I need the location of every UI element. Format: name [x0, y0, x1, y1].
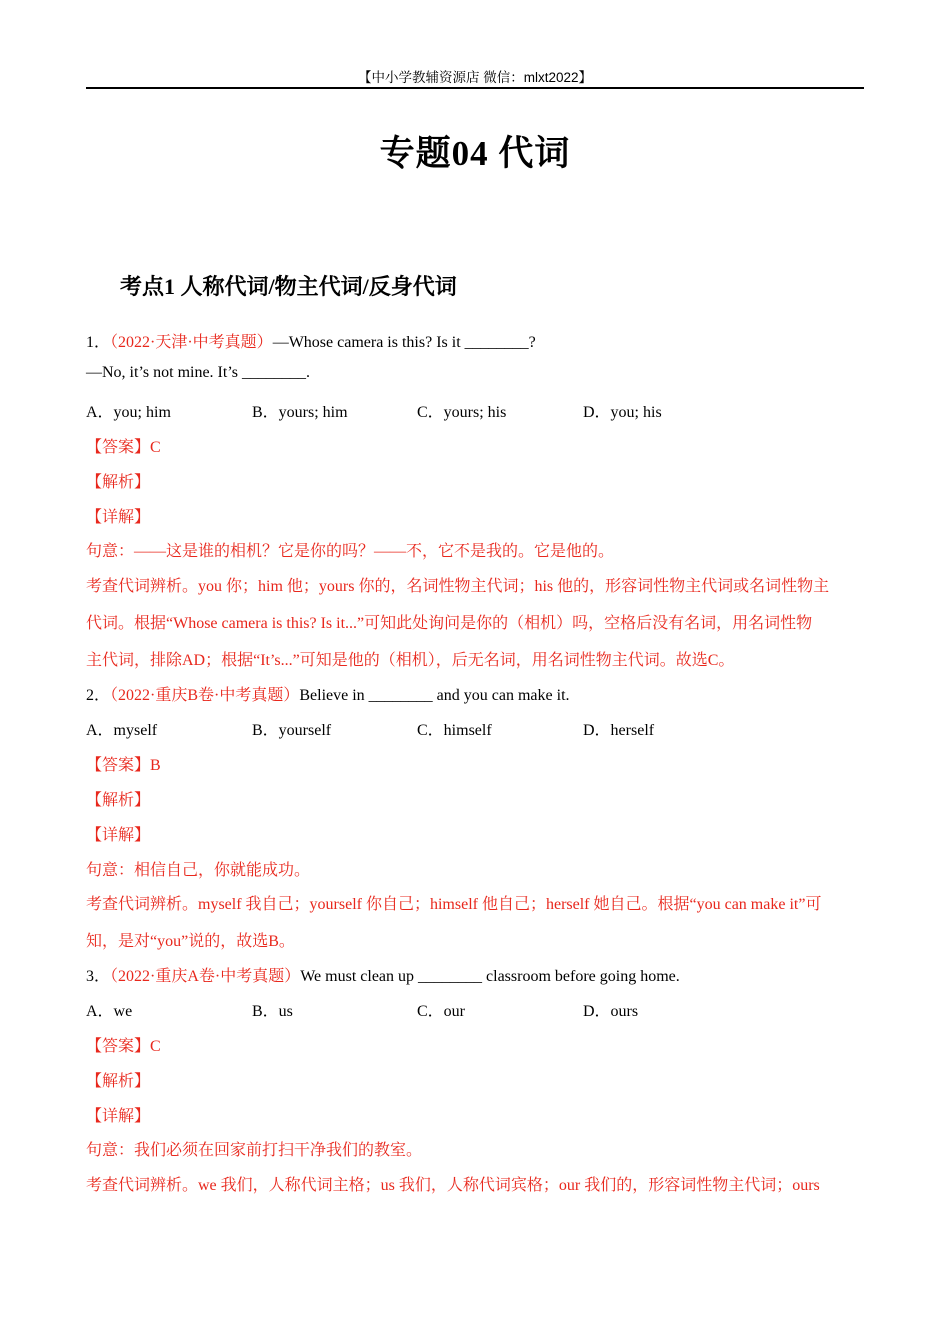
- question-number: 3．: [86, 968, 111, 985]
- question-1-answer: 【答案】C: [86, 439, 161, 456]
- question-2-option-c: C．himself: [417, 722, 492, 739]
- question-3-explain-line: 考查代词辨析。we 我们，人称代词主格；us 我们，人称代词宾格；our 我们的，形容词性物主代词；ours: [86, 1177, 820, 1194]
- section-heading: 考点1 人称代词/物主代词/反身代词: [120, 274, 457, 299]
- question-1-analysis-label: 【解析】: [86, 474, 151, 491]
- question-3-stem: [86, 963, 680, 986]
- question-1-option-c: C．yours; his: [417, 404, 507, 421]
- question-1-explain-line: 句意：——这是谁的相机？它是你的吗？——不，它不是我的。它是他的。: [86, 543, 615, 560]
- question-text: —Whose camera is this? Is it ________?: [272, 334, 536, 351]
- question-3-option-c: C．our: [417, 1003, 466, 1020]
- question-1-stem-line2: —No, it’s not mine. It’s ________.: [86, 364, 310, 381]
- question-2-option-a: A．myself: [86, 722, 158, 739]
- question-2-option-b: B．yourself: [252, 722, 332, 739]
- page-title: 专题04 代词: [379, 134, 571, 173]
- question-1-explain-line: 考查代词辨析。you 你；him 他；yours 你的，名词性物主代词；his 他的，形容词性物主代词或名词性物主: [86, 578, 830, 595]
- question-text: Believe in ________ and you can make it.: [299, 687, 570, 704]
- question-number: 2．: [86, 687, 111, 704]
- header-rule: [86, 87, 864, 89]
- question-1-option-a: A．you; him: [86, 404, 171, 421]
- question-3-analysis-label: 【解析】: [86, 1073, 151, 1090]
- question-2-explain-line: 知，是对“you”说的，故选B。: [86, 933, 295, 950]
- question-3-option-b: B．us: [252, 1003, 293, 1020]
- question-2-analysis-label: 【解析】: [86, 792, 151, 809]
- question-2-detail-label: 【详解】: [86, 827, 151, 844]
- page-header: 【中小学教辅资源店 微信：mlxt2022】: [357, 70, 593, 85]
- question-1-option-d: D．you; his: [583, 404, 662, 421]
- question-number: 1．: [86, 334, 111, 351]
- question-3-explain-line: 句意：我们必须在回家前打扫干净我们的教室。: [86, 1142, 423, 1159]
- question-text: We must clean up ________ classroom before going home.: [300, 968, 680, 985]
- question-2-option-d: D．herself: [583, 722, 655, 739]
- question-1-explain-line: 代词。根据“Whose camera is this? Is it...”可知此处询问是你的（相机）吗，空格后没有名词，用名词性物: [86, 615, 813, 632]
- question-source: （2022·天津·中考真题）: [110, 334, 273, 351]
- question-2-stem: [86, 682, 570, 705]
- question-3-option-d: D．ours: [583, 1003, 639, 1020]
- question-3-detail-label: 【详解】: [86, 1108, 151, 1125]
- question-1-detail-label: 【详解】: [86, 509, 151, 526]
- question-2-answer: 【答案】B: [86, 757, 161, 774]
- question-3-answer: 【答案】C: [86, 1038, 161, 1055]
- question-1-explain-line: 主代词，排除AD；根据“It’s...”可知是他的（相机），后无名词，用名词性物主代词。故选C。: [86, 652, 735, 669]
- question-1-option-b: B．yours; him: [252, 404, 348, 421]
- question-3-option-a: A．we: [86, 1003, 133, 1020]
- question-source: （2022·重庆A卷·中考真题）: [110, 968, 301, 985]
- question-2-explain-line: 考查代词辨析。myself 我自己；yourself 你自己；himself 他自己；herself 她自己。根据“you can make it”可: [86, 896, 822, 913]
- question-1-stem: [86, 329, 536, 352]
- question-2-explain-line: 句意：相信自己，你就能成功。: [86, 862, 311, 879]
- question-source: （2022·重庆B卷·中考真题）: [110, 687, 300, 704]
